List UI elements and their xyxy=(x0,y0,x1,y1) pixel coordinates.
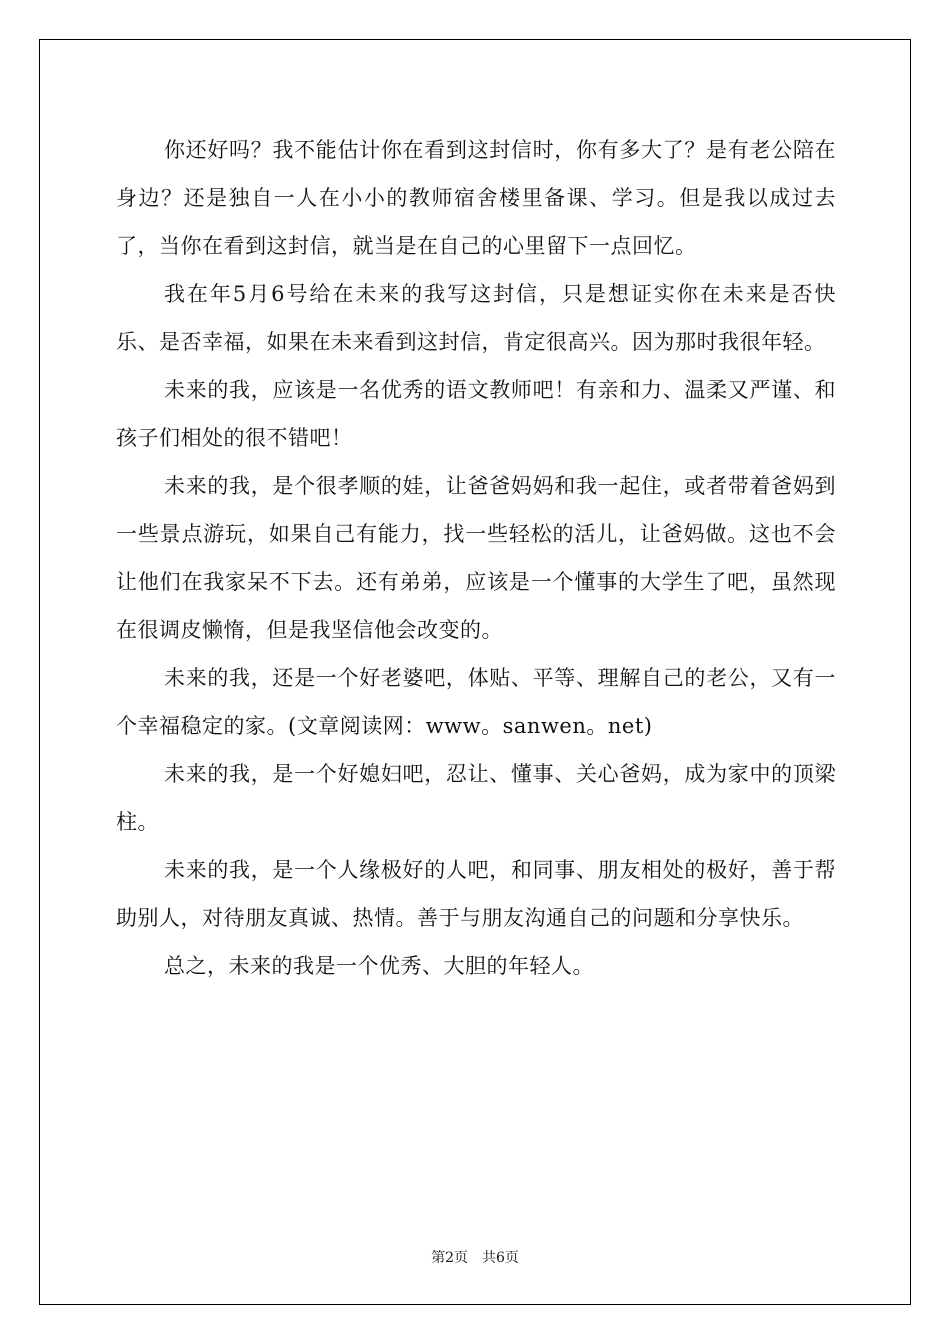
paragraph-4: 未来的我，是个很孝顺的娃，让爸爸妈妈和我一起住，或者带着爸妈到一些景点游玩，如果自己有能力，找一些轻松的活儿，让爸妈做。这也不会让他们在我家呆不下去。还有弟弟，应该是一个懂事的大学生了吧，虽然现在很调皮懒惰，但是我坚信他会改变的。 xyxy=(116,474,836,642)
paragraph-1: 你还好吗？我不能估计你在看到这封信时，你有多大了？是有老公陪在身边？还是独自一人在小小的教师宿舍楼里备课、学习。但是我以成过去了，当你在看到这封信，就当是在自己的心里留下一点回忆。 xyxy=(116,138,836,258)
paragraph-7: 未来的我，是一个人缘极好的人吧，和同事、朋友相处的极好，善于帮助别人，对待朋友真诚、热情。善于与朋友沟通自己的问题和分享快乐。 xyxy=(116,858,836,930)
paragraph-6: 未来的我，是一个好媳妇吧，忍让、懂事、关心爸妈，成为家中的顶梁柱。 xyxy=(116,762,836,834)
paragraph-3: 未来的我，应该是一名优秀的语文教师吧！有亲和力、温柔又严谨、和孩子们相处的很不错吧！ xyxy=(116,378,836,450)
letter-body xyxy=(116,126,836,990)
page-number: 第2页 共6页 xyxy=(431,1250,519,1266)
paragraph-8: 总之，未来的我是一个优秀、大胆的年轻人。 xyxy=(164,954,594,978)
paragraph-5: 未来的我，还是一个好老婆吧，体贴、平等、理解自己的老公，又有一个幸福稳定的家。(文章阅读网：www。sanwen。net) xyxy=(116,666,836,738)
paragraph-2: 我在年5月6号给在未来的我写这封信，只是想证实你在未来是否快乐、是否幸福，如果在未来看到这封信，肯定很高兴。因为那时我很年轻。 xyxy=(116,282,836,354)
